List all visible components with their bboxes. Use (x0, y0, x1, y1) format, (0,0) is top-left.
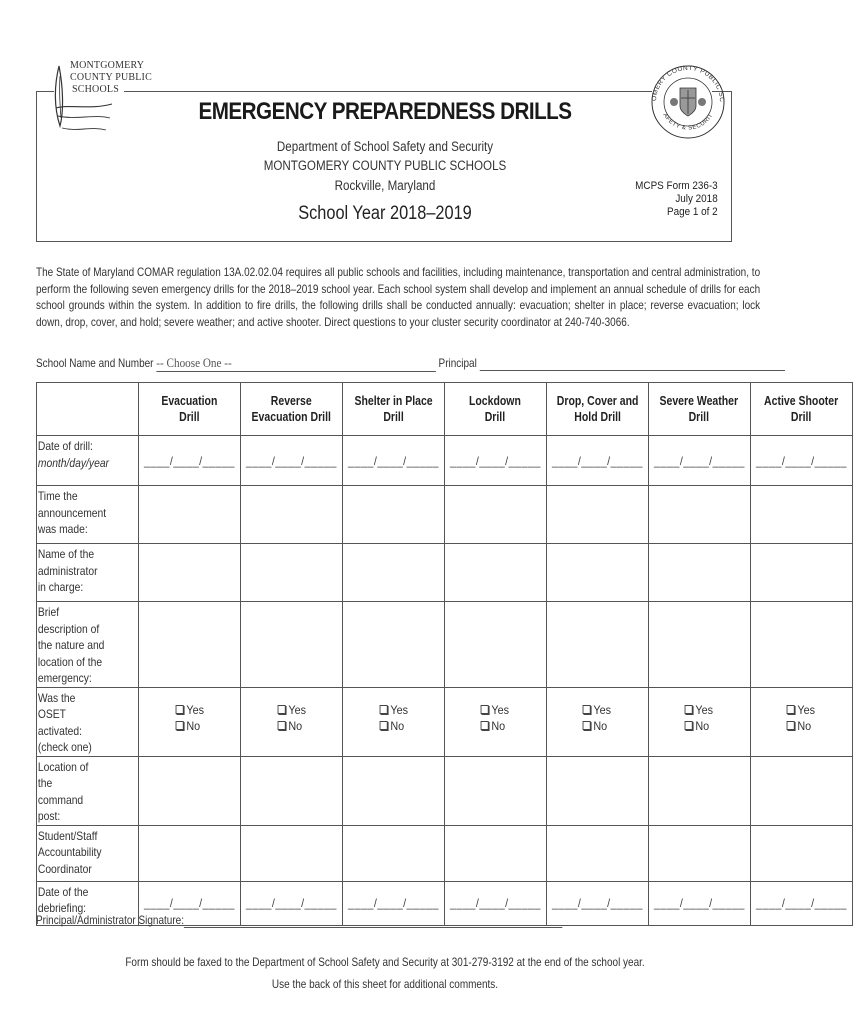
row-label: Time the announcement was made: (37, 486, 139, 544)
district-location: Rockville, Maryland (334, 178, 436, 193)
no-checkbox[interactable]: No (481, 719, 506, 733)
table-row (37, 825, 853, 881)
school-name-select[interactable] (156, 355, 436, 372)
time-field[interactable] (750, 486, 852, 544)
administrator-field[interactable] (750, 544, 852, 602)
debriefing-date-field[interactable]: ____/____/_____ (444, 881, 546, 925)
signature-field[interactable] (184, 914, 562, 928)
administrator-field[interactable] (139, 544, 241, 602)
description-field[interactable] (648, 602, 750, 688)
column-header: Reverse Evacuation Drill (240, 383, 342, 436)
administrator-field[interactable] (444, 544, 546, 602)
date-field[interactable]: ____/____/_____ (240, 436, 342, 486)
no-checkbox[interactable]: No (379, 719, 404, 733)
time-field[interactable] (648, 486, 750, 544)
date-field[interactable]: ____/____/_____ (139, 436, 241, 486)
school-principal-row (36, 355, 760, 372)
description-field[interactable] (546, 602, 648, 688)
table-row (37, 436, 853, 486)
time-field[interactable] (139, 486, 241, 544)
row-label: Was the OSET activated: (check one) (37, 687, 139, 756)
description-field[interactable] (342, 602, 444, 688)
coordinator-field[interactable] (750, 825, 852, 881)
time-field[interactable] (444, 486, 546, 544)
command-post-field[interactable] (546, 756, 648, 825)
table-row (37, 602, 853, 688)
coordinator-field[interactable] (139, 825, 241, 881)
page-number: Page 1 of 2 (667, 206, 718, 218)
header-rule (124, 91, 652, 92)
table-row (37, 544, 853, 602)
oset-choice (546, 687, 648, 756)
signature-row (36, 914, 562, 928)
description-field[interactable] (139, 602, 241, 688)
time-field[interactable] (240, 486, 342, 544)
date-field[interactable]: ____/____/_____ (342, 436, 444, 486)
oset-choice (444, 687, 546, 756)
school-year: School Year 2018–2019 (298, 203, 472, 224)
no-checkbox[interactable]: No (175, 719, 200, 733)
fax-note: Form should be faxed to the Department of School Safety and Security at 301-279-3192 at the end of the school year. (125, 956, 645, 969)
no-checkbox[interactable]: No (787, 719, 812, 733)
command-post-field[interactable] (648, 756, 750, 825)
logo-line: COUNTY PUBLIC (70, 72, 152, 83)
seal-outer-text: OMERY COUNTY PUBLIC SC (650, 64, 726, 103)
time-field[interactable] (342, 486, 444, 544)
description-field[interactable] (750, 602, 852, 688)
column-header: Shelter in Place Drill (342, 383, 444, 436)
debriefing-date-field[interactable]: ____/____/_____ (750, 881, 852, 925)
time-field[interactable] (546, 486, 648, 544)
coordinator-field[interactable] (342, 825, 444, 881)
column-header: Lockdown Drill (444, 383, 546, 436)
table-corner-cell (37, 383, 139, 436)
yes-checkbox[interactable]: Yes (379, 703, 407, 717)
row-label: Name of the administrator in charge: (37, 544, 139, 602)
principal-field[interactable] (480, 357, 785, 371)
no-checkbox[interactable]: No (583, 719, 608, 733)
table-row (37, 486, 853, 544)
table-row (37, 687, 853, 756)
oset-choice (342, 687, 444, 756)
department-name: Department of School Safety and Security (276, 139, 494, 154)
yes-checkbox[interactable]: Yes (787, 703, 815, 717)
column-header: Drop, Cover and Hold Drill (546, 383, 648, 436)
seal-inner-text: AFETY & SECURIT (661, 112, 715, 132)
logo-line: SCHOOLS (72, 84, 119, 95)
date-field[interactable]: ____/____/_____ (546, 436, 648, 486)
oset-choice (240, 687, 342, 756)
back-note: Use the back of this sheet for additional comments. (271, 978, 499, 991)
column-header: Active Shooter Drill (750, 383, 852, 436)
debriefing-date-field[interactable]: ____/____/_____ (342, 881, 444, 925)
oset-choice (750, 687, 852, 756)
yes-checkbox[interactable]: Yes (583, 703, 611, 717)
administrator-field[interactable] (240, 544, 342, 602)
description-field[interactable] (444, 602, 546, 688)
yes-checkbox[interactable]: Yes (175, 703, 203, 717)
logo-line: MONTGOMERY (70, 60, 145, 71)
coordinator-field[interactable] (546, 825, 648, 881)
date-field[interactable]: ____/____/_____ (750, 436, 852, 486)
drill-table (36, 382, 853, 926)
administrator-field[interactable] (342, 544, 444, 602)
table-header-row (37, 383, 853, 436)
form-info (635, 180, 718, 219)
date-field[interactable]: ____/____/_____ (648, 436, 750, 486)
command-post-field[interactable] (444, 756, 546, 825)
district-name: MONTGOMERY COUNTY PUBLIC SCHOOLS (263, 158, 507, 173)
command-post-field[interactable] (750, 756, 852, 825)
date-field[interactable]: ____/____/_____ (444, 436, 546, 486)
command-post-field[interactable] (342, 756, 444, 825)
administrator-field[interactable] (546, 544, 648, 602)
debriefing-date-field[interactable]: ____/____/_____ (546, 881, 648, 925)
principal-label: Principal (438, 357, 477, 370)
page-title: EMERGENCY PREPAREDNESS DRILLS (198, 98, 572, 125)
table-row (37, 756, 853, 825)
coordinator-field[interactable] (444, 825, 546, 881)
debriefing-date-field[interactable]: ____/____/_____ (648, 881, 750, 925)
oset-choice (648, 687, 750, 756)
signature-label: Principal/Administrator Signature: (36, 914, 184, 927)
no-checkbox[interactable]: No (685, 719, 710, 733)
yes-checkbox[interactable]: Yes (685, 703, 713, 717)
no-checkbox[interactable]: No (277, 719, 302, 733)
description-field[interactable] (240, 602, 342, 688)
form-date: July 2018 (675, 193, 718, 205)
yes-checkbox[interactable]: Yes (277, 703, 305, 717)
school-name-label: School Name and Number (36, 357, 154, 370)
column-header: Evacuation Drill (139, 383, 241, 436)
debriefing-date-field[interactable]: ____/____/_____ (240, 881, 342, 925)
row-label: Student/Staff Accountability Coordinator (37, 825, 139, 881)
row-label: Date of drill: month/day/year (37, 436, 139, 486)
oset-choice (139, 687, 241, 756)
command-post-field[interactable] (139, 756, 241, 825)
command-post-field[interactable] (240, 756, 342, 825)
administrator-field[interactable] (648, 544, 750, 602)
debriefing-date-field[interactable]: ____/____/_____ (139, 881, 241, 925)
column-header: Severe Weather Drill (648, 383, 750, 436)
intro-paragraph: The State of Maryland COMAR regulation 13A.02.02.04 requires all public schools and facilities, including maintenance, transportation and central administration, to perform the following seven emergency drills for the 2018–2019 school year. Each school system shall develop and implement an annual schedule of drills for each school grounds within the system. In addition to fire drills, the following drills shall be conducted annually: evacuation; shelter in place; reverse evacuation; lock down, drop, cover, and hold; severe weather; and active shooter. Direct questions to your cluster security coordinator at 240-740-3066. (36, 266, 761, 329)
coordinator-field[interactable] (648, 825, 750, 881)
coordinator-field[interactable] (240, 825, 342, 881)
row-label: Location of the command post: (37, 756, 139, 825)
row-label: Date of the debriefing: (37, 881, 139, 925)
row-label: Brief description of the nature and location of the emergency: (37, 602, 139, 688)
yes-checkbox[interactable]: Yes (481, 703, 509, 717)
school-name-select-value: -- Choose One -- (156, 355, 232, 370)
form-number: MCPS Form 236-3 (635, 180, 718, 192)
